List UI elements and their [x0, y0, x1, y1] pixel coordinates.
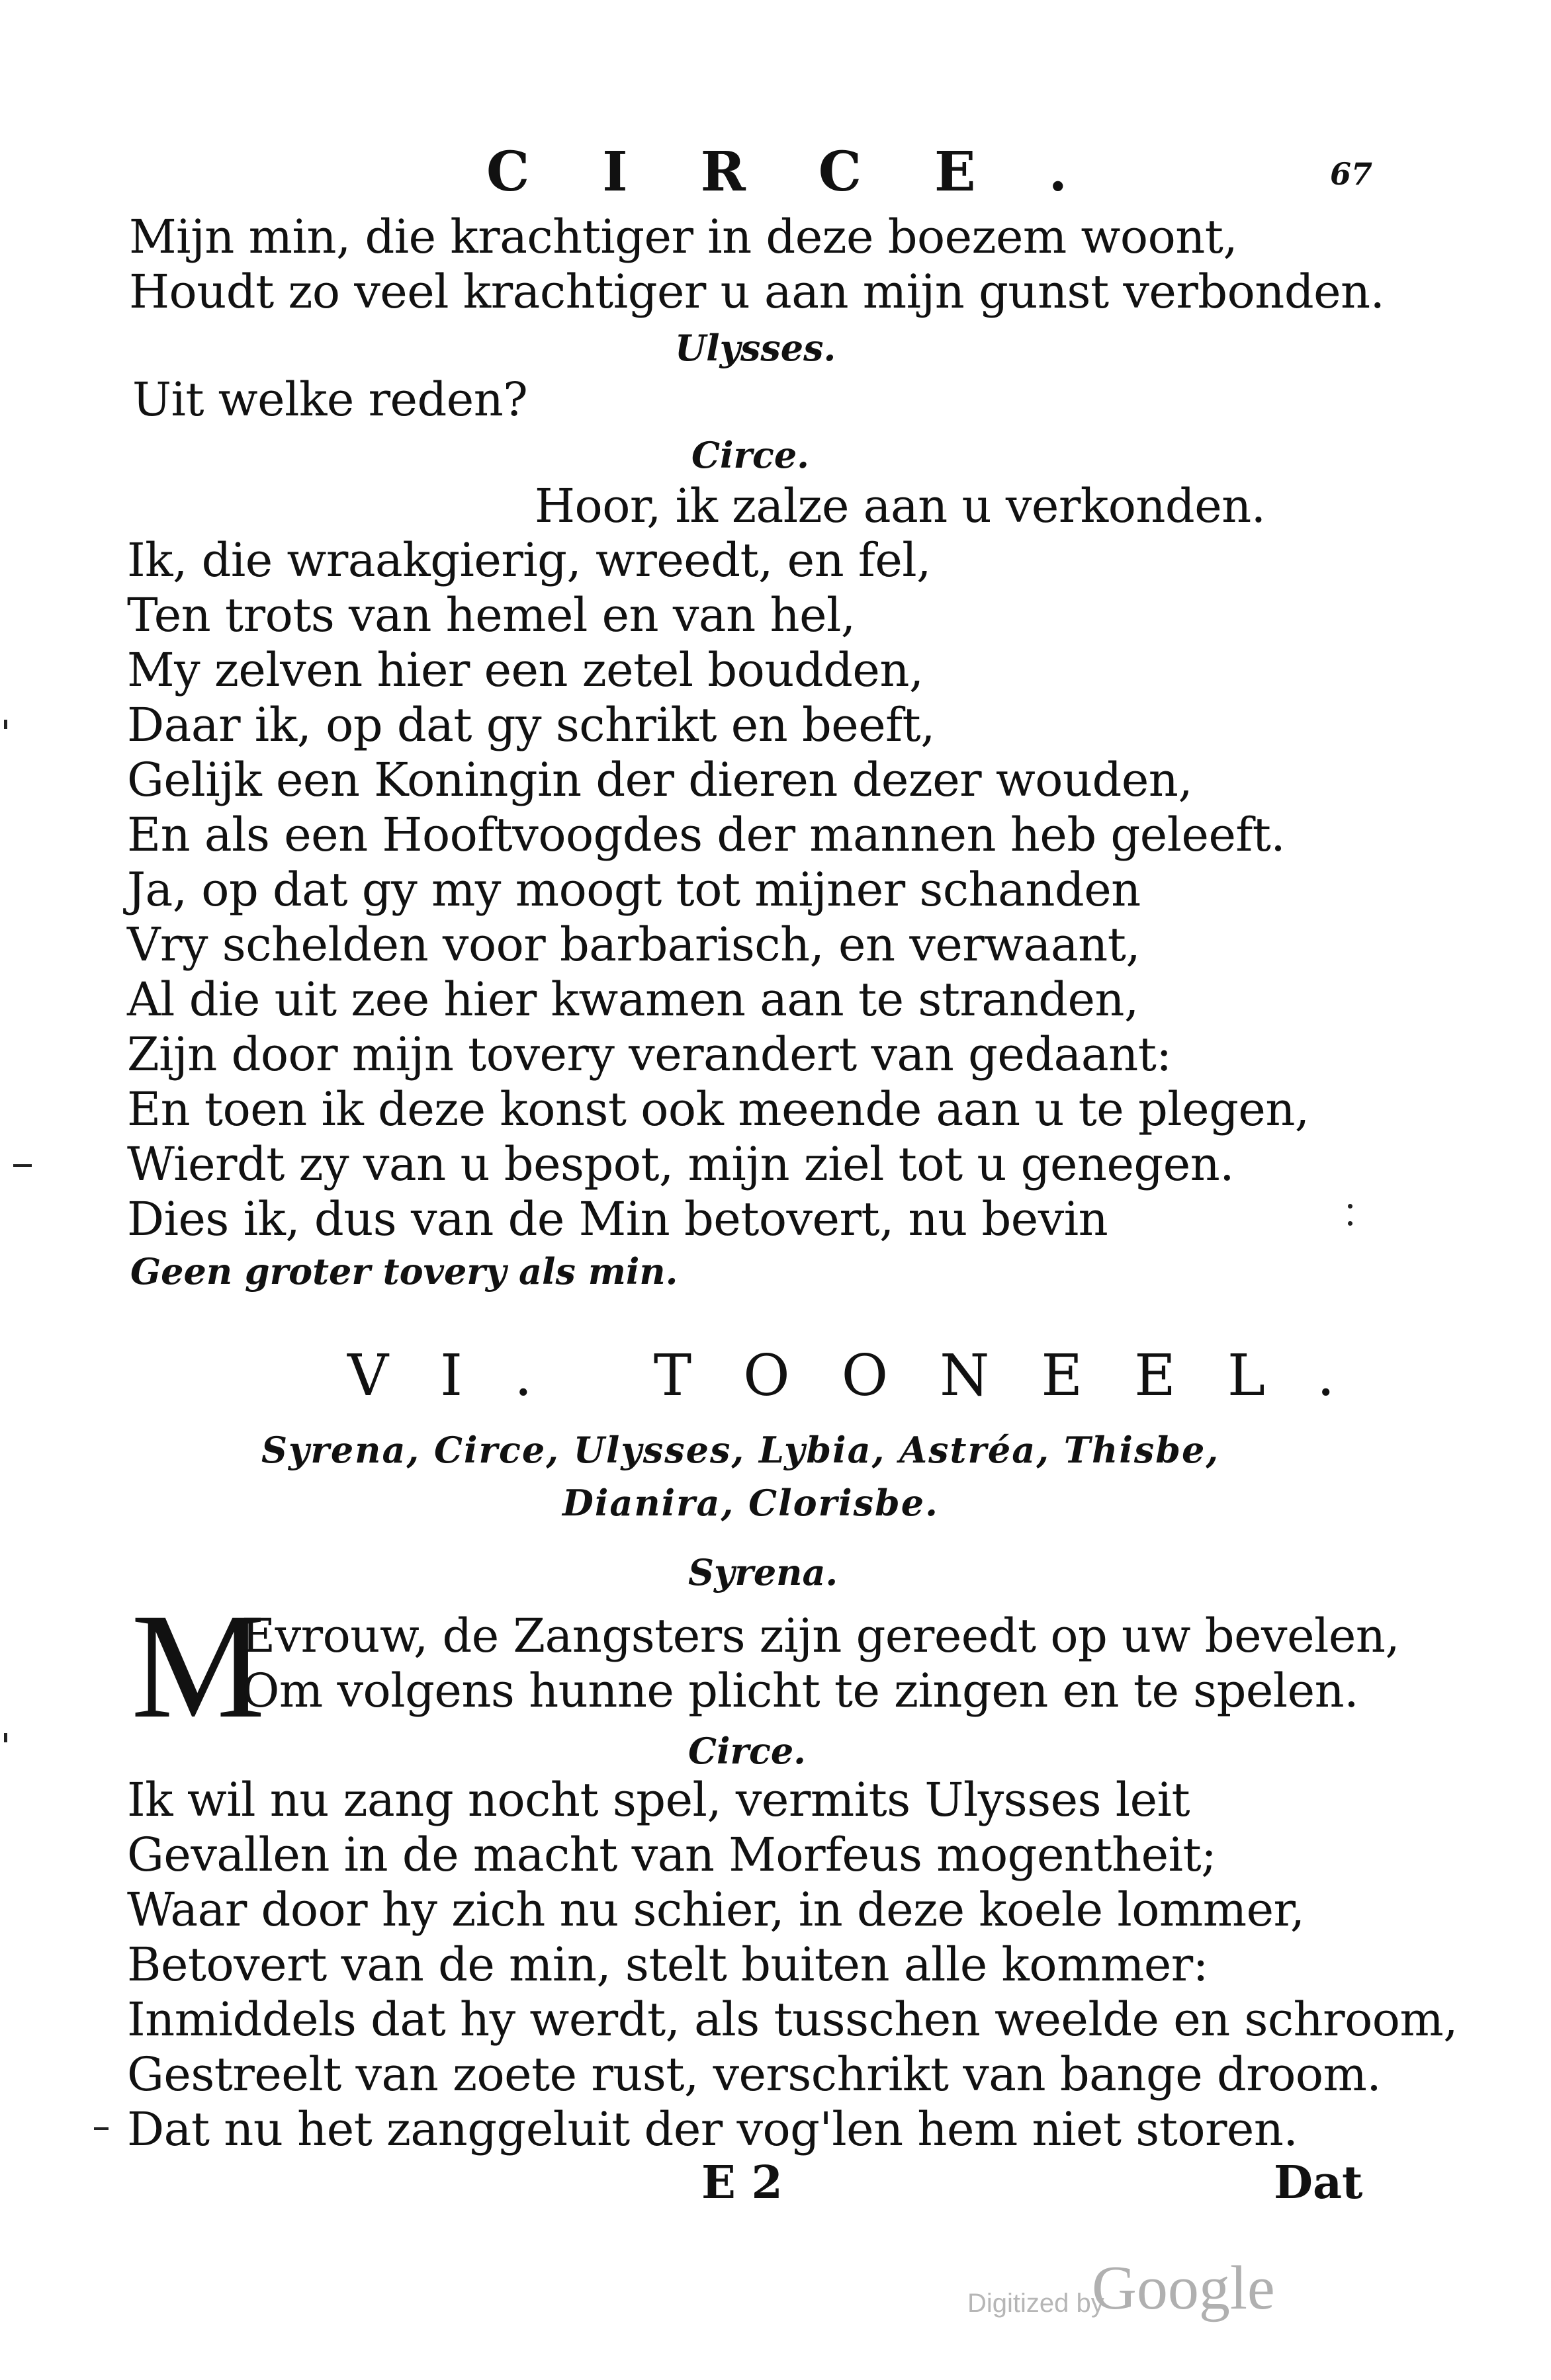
verse-line: Evrouw, de Zangsters zijn gereedt op uw bevelen,: [242, 1609, 1400, 1663]
verse-line: Om volgens hunne plicht te zingen en te spelen.: [242, 1664, 1358, 1718]
verse-line: Ten trots van hemel en van hel,: [127, 588, 856, 642]
signature-mark: E 2: [701, 2156, 783, 2209]
verse-line: Gestreelt van zoete rust, verschrikt van bange droom.: [127, 2047, 1382, 2102]
scene-heading: VI. TOONEEL.: [347, 1343, 1387, 1409]
verse-line: Daar ik, op dat gy schrikt en beeft,: [127, 698, 935, 752]
verse-line: Uit welke reden?: [132, 372, 528, 427]
cast-list: Dianira, Clorisbe.: [562, 1482, 939, 1524]
verse-line: Ik wil nu zang nocht spel, vermits Ulysses leit: [127, 1773, 1190, 1827]
verse-line: Hoor, ik zalze aan u verkonden.: [535, 479, 1266, 533]
watermark-prefix: Digitized by: [967, 2289, 1104, 2318]
verse-line: En toen ik deze konst ook meende aan u te plegen,: [127, 1082, 1309, 1136]
speaker-name: Circe.: [691, 434, 809, 476]
page-number: 67: [1330, 156, 1373, 192]
italic-closing-line: Geen groter tovery als min.: [130, 1250, 678, 1293]
margin-mark: [4, 720, 7, 729]
cast-list: Syrena, Circe, Ulysses, Lybia, Astréa, Thisbe,: [261, 1429, 1220, 1471]
verse-line: Al die uit zee hier kwamen aan te stranden,: [127, 972, 1139, 1027]
speaker-name: Ulysses.: [675, 327, 836, 369]
verse-line: Houdt zo veel krachtiger u aan mijn gunst verbonden.: [129, 265, 1385, 319]
catchword: Dat: [1274, 2156, 1363, 2209]
margin-mark: [13, 1164, 32, 1167]
drop-cap: M: [131, 1583, 265, 1750]
verse-line: Ik, die wraakgierig, wreedt, en fel,: [127, 533, 931, 587]
verse-line: Dat nu het zanggeluit der vog'len hem niet storen.: [127, 2102, 1298, 2156]
speaker-name: Circe.: [688, 1730, 806, 1772]
margin-mark: [4, 1733, 7, 1742]
verse-line: En als een Hooftvoogdes der mannen heb geleeft.: [127, 808, 1286, 862]
verse-line: Betovert van de min, stelt buiten alle kommer:: [127, 1937, 1208, 1992]
margin-mark: [1348, 1221, 1352, 1226]
verse-line: Gelijk een Koningin der dieren dezer wouden,: [127, 753, 1193, 807]
watermark-logo: Google: [1092, 2254, 1275, 2322]
verse-line: Inmiddels dat hy werdt, als tusschen weelde en schroom,: [127, 1992, 1458, 2047]
verse-line: Vry schelden voor barbarisch, en verwaant,: [127, 917, 1141, 972]
speaker-name: Syrena.: [688, 1551, 838, 1594]
verse-line: Mijn min, die krachtiger in deze boezem woont,: [129, 210, 1238, 264]
verse-line: Zijn door mijn tovery verandert van gedaant:: [127, 1027, 1172, 1082]
verse-line: Waar door hy zich nu schier, in deze koele lommer,: [127, 1883, 1305, 1937]
verse-line: Ja, op dat gy my moogt tot mijner schanden: [127, 863, 1141, 917]
verse-line: My zelven hier een zetel boudden,: [127, 643, 924, 697]
verse-line: Dies ik, dus van de Min betovert, nu bevin: [127, 1192, 1108, 1246]
running-title: CIRCE.: [486, 140, 1141, 204]
margin-mark: [94, 2127, 109, 2130]
margin-mark: [1348, 1204, 1352, 1209]
verse-line: Gevallen in de macht van Morfeus mogentheit;: [127, 1828, 1217, 1882]
verse-line: Wierdt zy van u bespot, mijn ziel tot u genegen.: [127, 1137, 1234, 1191]
